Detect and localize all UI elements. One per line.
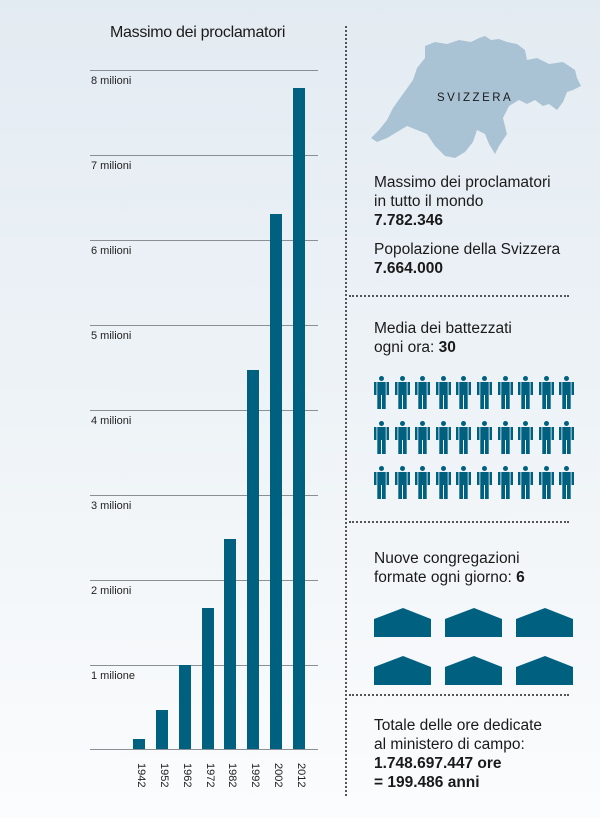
gridline-3m — [90, 495, 318, 496]
person-icon — [477, 421, 492, 454]
person-icon — [415, 376, 430, 409]
tick-label: 2 milioni — [91, 585, 132, 597]
publishers-label-line2: in tutto il mondo — [374, 193, 484, 210]
congregations-value: 6 — [516, 569, 525, 586]
person-icon — [436, 421, 451, 454]
kingdom-hall-icon — [374, 608, 431, 642]
person-icon — [415, 421, 430, 454]
congregations-label-line1: Nuove congregazioni — [374, 550, 520, 567]
section-divider — [349, 694, 569, 696]
bar-1942 — [133, 739, 145, 749]
gridline-4m — [90, 410, 318, 411]
year-label: 1992 — [249, 763, 261, 788]
person-icon — [559, 376, 574, 409]
hours-label-line1: Totale delle ore dedicate — [374, 717, 543, 734]
tick-label: 4 milioni — [91, 415, 132, 427]
bar-1952 — [156, 710, 168, 749]
population-label: Popolazione della Svizzera — [374, 241, 561, 258]
person-icon — [518, 466, 533, 499]
kingdom-hall-icon — [445, 608, 502, 642]
person-icon — [477, 466, 492, 499]
section-divider — [349, 295, 569, 297]
person-icon — [539, 376, 554, 409]
bar-2002 — [270, 214, 282, 749]
person-icon — [518, 376, 533, 409]
chart-title: Massimo dei proclamatori — [110, 24, 286, 41]
baseline — [90, 749, 318, 750]
person-icon — [374, 376, 389, 409]
kingdom-hall-icon — [516, 608, 573, 642]
person-icon — [436, 376, 451, 409]
person-icon — [456, 376, 471, 409]
hours-stat — [374, 716, 542, 792]
kingdom-hall-icon — [374, 656, 431, 690]
baptized-value: 30 — [438, 339, 456, 356]
year-label: 1962 — [181, 763, 193, 788]
person-icon — [456, 421, 471, 454]
person-icon — [498, 376, 513, 409]
bar-1972 — [202, 608, 214, 749]
gridline-2m — [90, 580, 318, 581]
population-value: 7.664.000 — [374, 260, 443, 277]
year-label: 2012 — [295, 763, 307, 788]
tick-label: 8 milioni — [91, 75, 132, 87]
kingdom-hall-icon — [445, 656, 502, 690]
bar-1992 — [247, 370, 259, 749]
year-label: 1952 — [158, 763, 170, 788]
person-row — [374, 466, 574, 499]
person-icon — [395, 376, 410, 409]
section-divider — [349, 521, 569, 523]
person-icon — [559, 466, 574, 499]
bar-1962 — [179, 665, 191, 749]
person-icon — [539, 421, 554, 454]
baptized-pictogram — [374, 376, 574, 511]
person-icon — [395, 421, 410, 454]
person-icon — [539, 466, 554, 499]
kingdom-hall-icon — [516, 656, 573, 690]
tick-label: 1 milione — [91, 670, 136, 682]
hours-value-line2: = 199.486 anni — [374, 774, 480, 791]
year-label: 1942 — [135, 763, 147, 788]
publishers-value: 7.782.346 — [374, 212, 443, 229]
gridline-8m — [90, 70, 318, 71]
person-icon — [477, 376, 492, 409]
person-icon — [374, 466, 389, 499]
baptized-label-line2: ogni ora: — [374, 339, 439, 356]
year-label: 1982 — [226, 763, 238, 788]
gridline-6m — [90, 240, 318, 241]
person-row — [374, 421, 574, 454]
person-icon — [436, 466, 451, 499]
person-icon — [498, 466, 513, 499]
person-icon — [518, 421, 533, 454]
hours-label-line2: al ministero di campo: — [374, 736, 525, 753]
publishers-label-line1: Massimo dei proclamatori — [374, 174, 551, 191]
tick-label: 5 milioni — [91, 330, 132, 342]
hours-value-line1: 1.748.697.447 ore — [374, 755, 502, 772]
tick-label: 3 milioni — [91, 500, 132, 512]
person-row — [374, 376, 574, 409]
person-icon — [395, 466, 410, 499]
year-label: 2002 — [272, 763, 284, 788]
person-icon — [415, 466, 430, 499]
congregations-pictogram — [374, 608, 573, 690]
gridline-5m — [90, 325, 318, 326]
baptized-label-line1: Media dei battezzati — [374, 320, 512, 337]
congregations-label-line2: formate ogni giorno: — [374, 569, 517, 586]
bar-1982 — [224, 539, 236, 749]
year-label: 1972 — [204, 763, 216, 788]
bar-2012 — [293, 88, 305, 749]
map-label: SVIZZERA — [437, 92, 514, 104]
gridline-7m — [90, 155, 318, 156]
person-icon — [498, 421, 513, 454]
congregations-stat — [374, 549, 525, 587]
population-stat — [374, 240, 560, 278]
tick-label: 7 milioni — [91, 160, 132, 172]
vertical-divider — [345, 26, 347, 796]
person-icon — [374, 421, 389, 454]
baptized-stat — [374, 319, 512, 357]
person-icon — [559, 421, 574, 454]
tick-label: 6 milioni — [91, 245, 132, 257]
publishers-stat — [374, 173, 551, 230]
person-icon — [456, 466, 471, 499]
